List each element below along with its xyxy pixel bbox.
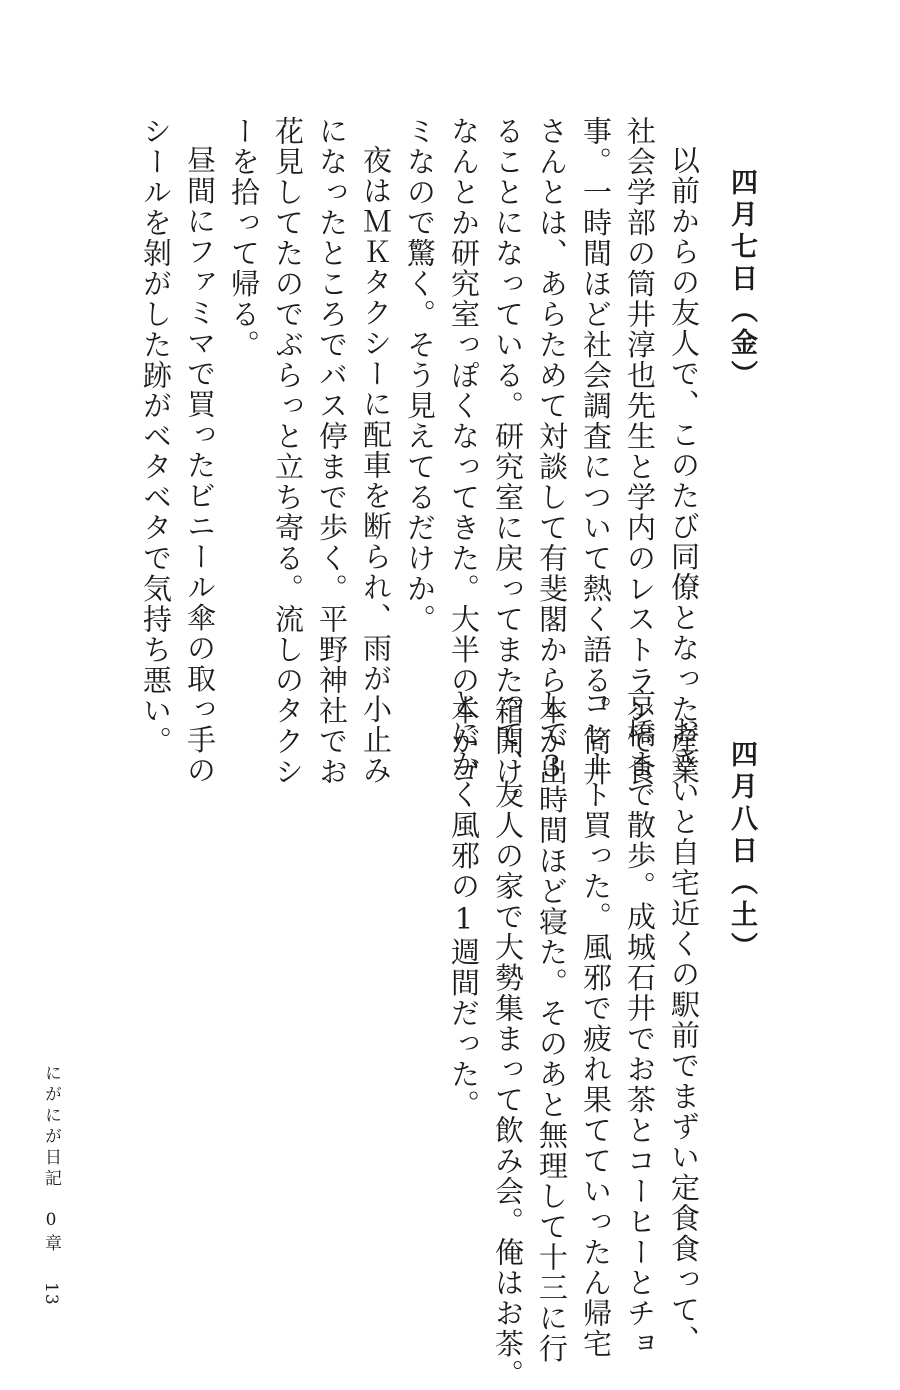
entry-line: になったところでバス停まで歩く。平野神社でお	[315, 116, 349, 787]
entry-line: って、友人の家で大勢集まって飲み会。俺はお茶。	[491, 688, 525, 1390]
entry-line: シールを剝がした跡がベタベタで気持ち悪い。	[139, 116, 173, 757]
entry-line: 以前からの友人で、このたび同僚となった産業	[667, 145, 701, 786]
entry-line: ーを拾って帰る。	[227, 116, 261, 360]
entry-line: 事。一時間ほど社会調査について熱く語る。筒井	[579, 116, 613, 787]
entry-line: 花見してたのでぶらっと立ち寄る。流しのタクシ	[271, 116, 305, 787]
entry-line: なんとか研究室っぽくなってきた。大半の本がゴ	[447, 116, 481, 787]
entry-line: おさいと自宅近くの駅前でまずい定食食って、	[667, 715, 701, 1356]
entry-line: 京橋まで散歩。成城石井でお茶とコーヒーとチョ	[623, 688, 657, 1359]
entry-line: ることになっている。研究室に戻ってまた箱開け。	[491, 116, 525, 818]
entry-line: ミなので驚く。そう見えてるだけか。	[403, 116, 437, 635]
chapter-label: 0章	[41, 1210, 61, 1255]
page-number: 13	[41, 1282, 61, 1306]
book-title: にがにが日記	[41, 1064, 61, 1190]
entry-line: 社会学部の筒井淳也先生と学内のレストランで食	[623, 116, 657, 787]
entry-line: コレート買った。風邪で疲れ果てていったん帰宅	[579, 688, 613, 1359]
entry-heading-apr7: 四月七日（金）	[726, 168, 757, 392]
entry-line: とにかく風邪の1週間だった。	[447, 688, 481, 1120]
entry-line: 夜はＭＫタクシーに配車を断られ、雨が小止み	[359, 145, 393, 786]
entry-line: して3時間ほど寝た。そのあと無理して十三に行	[535, 688, 569, 1364]
entry-line: さんとは、あらためて対談して有斐閣から本が出	[535, 116, 569, 787]
entry-line: 昼間にファミマで買ったビニール傘の取っ手の	[183, 145, 217, 786]
entry-heading-apr8: 四月八日（土）	[726, 740, 757, 964]
